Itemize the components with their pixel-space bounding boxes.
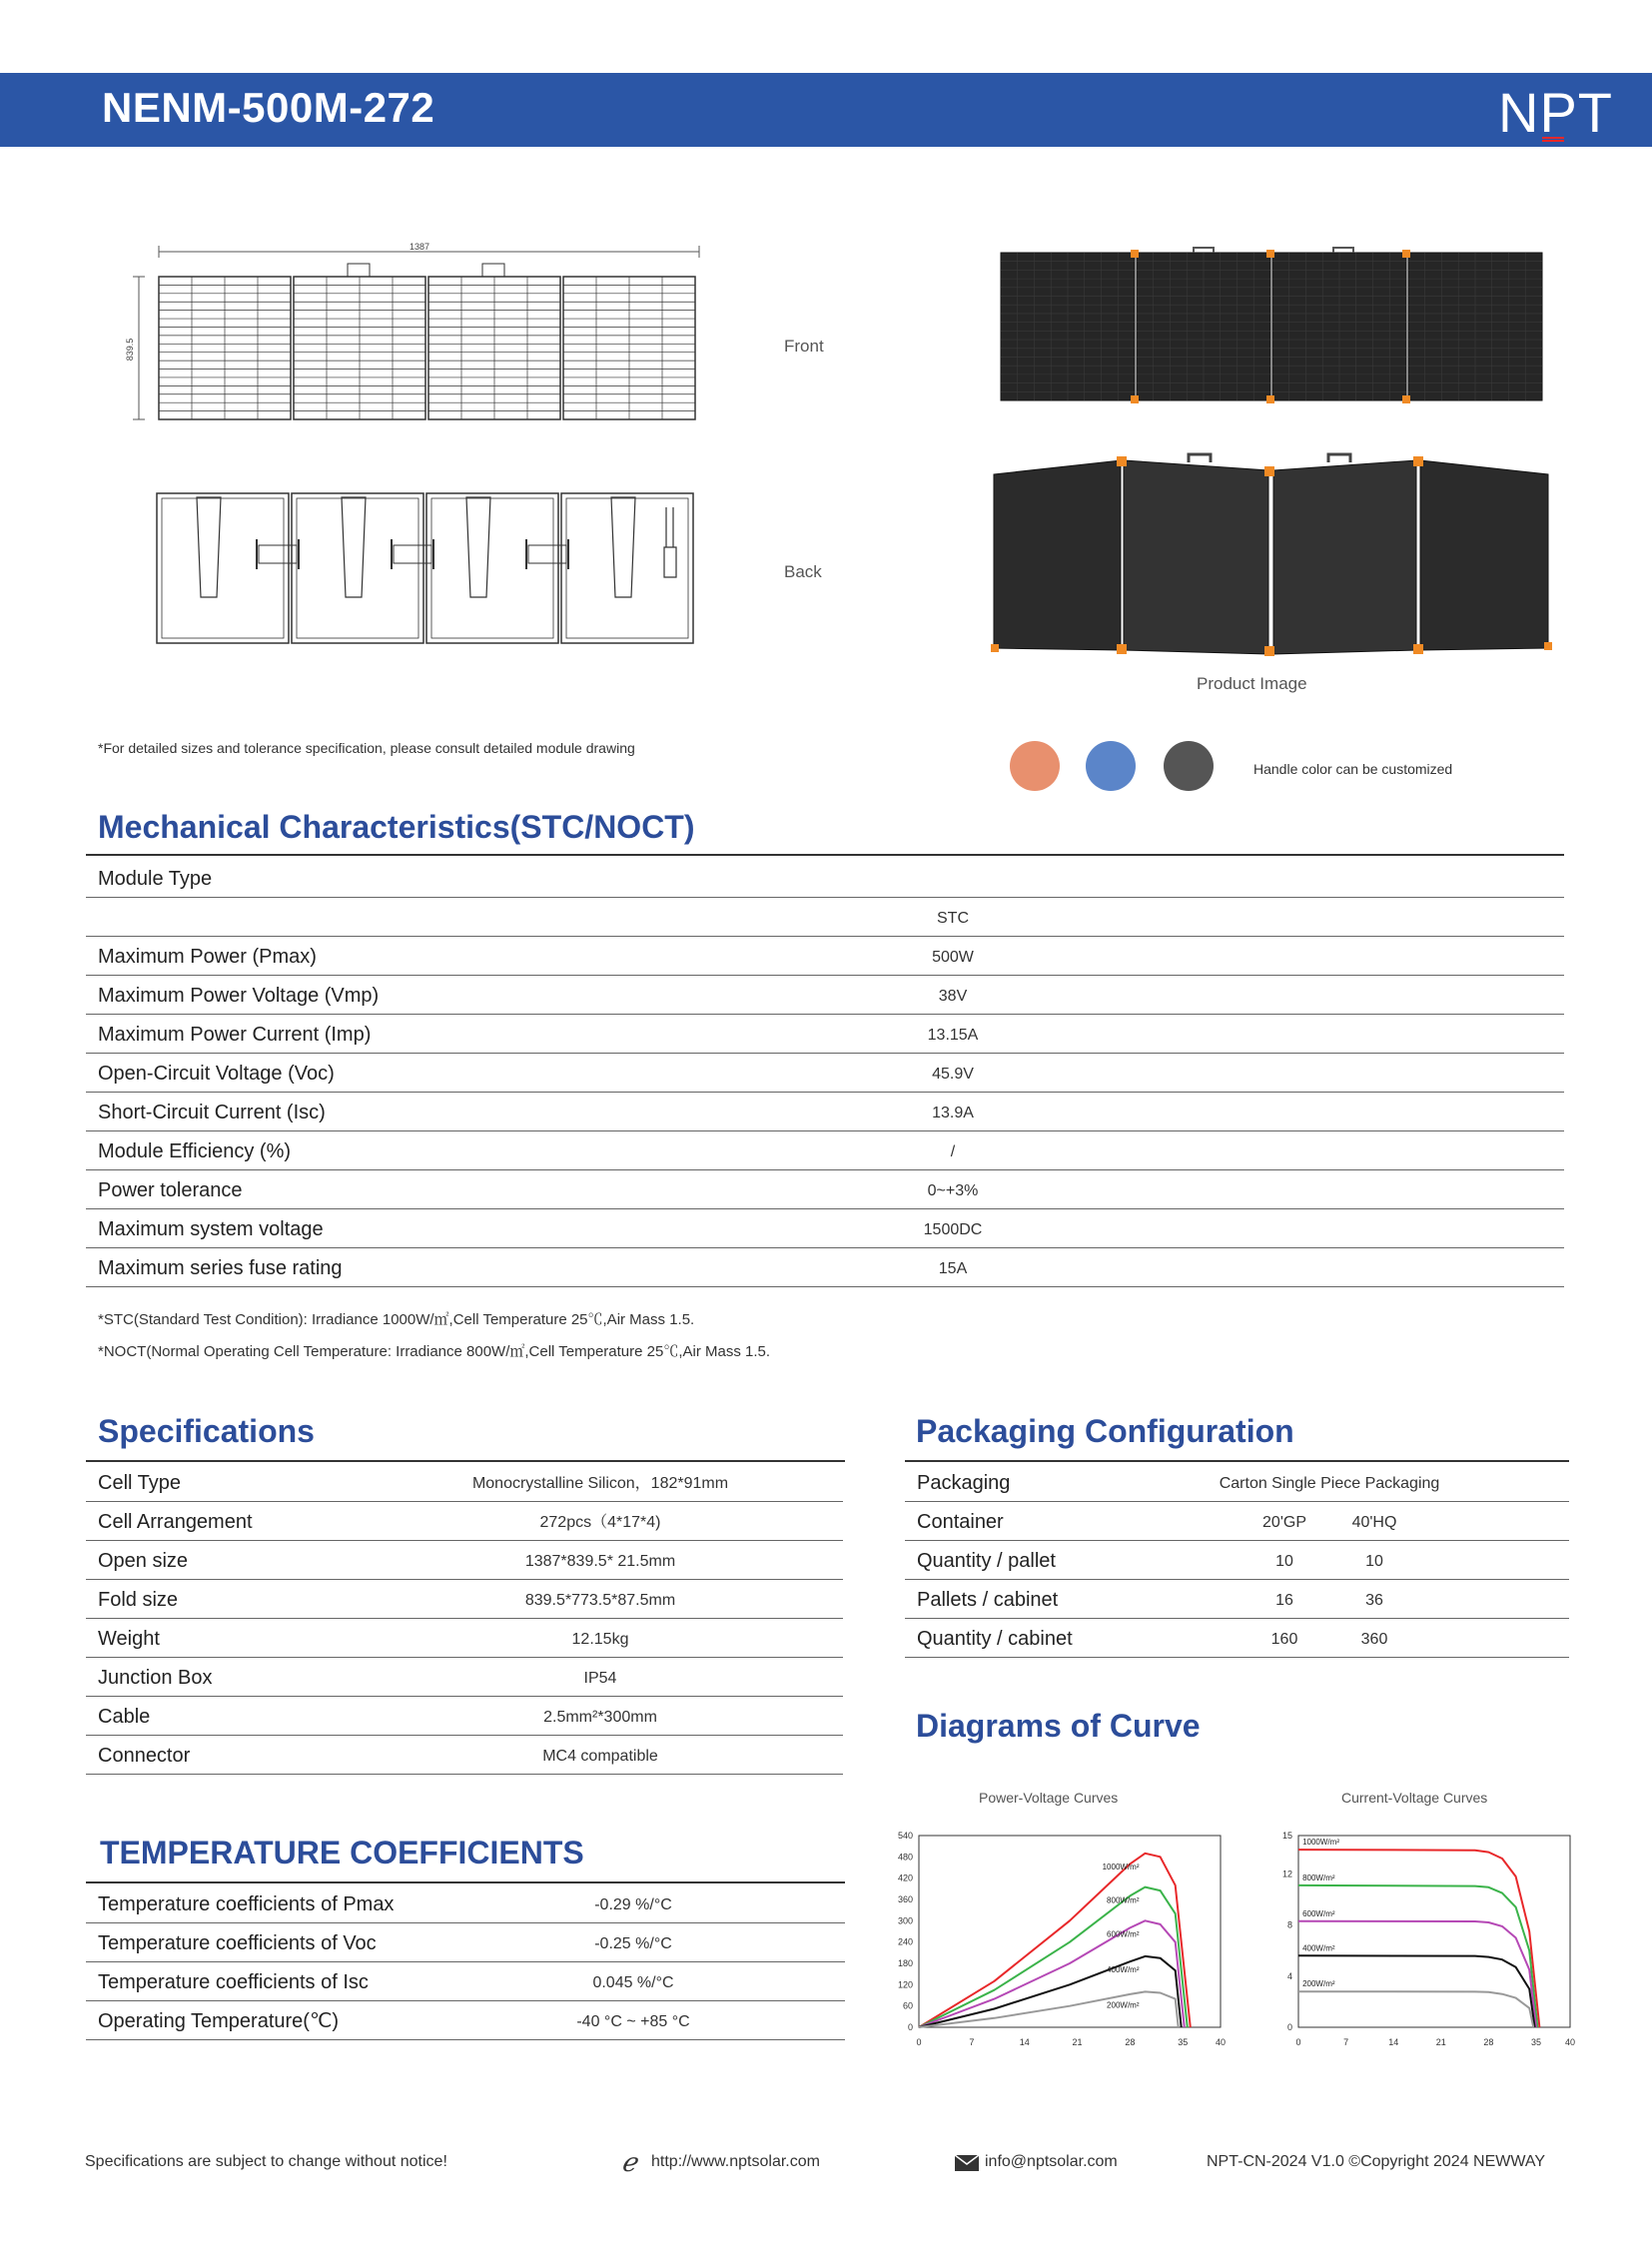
- x-tick-label: 0: [1295, 2037, 1301, 2047]
- spec-value: 12.15kg: [571, 1631, 629, 1648]
- stc-column-header: STC: [937, 910, 969, 927]
- packaging-row: [905, 1618, 1569, 1658]
- footer-email-link[interactable]: info@nptsolar.com: [985, 2153, 1118, 2170]
- y-tick-label: 12: [1281, 1868, 1292, 1879]
- back-drawing: [155, 487, 704, 652]
- front-drawing: [125, 240, 704, 429]
- spec-row: [86, 1618, 843, 1658]
- drawing-note: *For detailed sizes and tolerance specification, please consult detailed module drawing: [98, 740, 635, 756]
- y-tick-label: 8: [1286, 1919, 1292, 1930]
- mechanical-label: Module Efficiency (%): [98, 1140, 292, 1162]
- series-line: [919, 1920, 1185, 2027]
- mechanical-value: 45.9V: [932, 1066, 974, 1083]
- mechanical-row: [86, 1169, 1564, 1209]
- temperature-value: -40 °C ~ +85 °C: [576, 2013, 690, 2030]
- packaging-value-2: 10: [1365, 1553, 1383, 1570]
- x-tick-label: 40: [1215, 2037, 1227, 2047]
- product-front-image: [999, 248, 1548, 403]
- packaging-value-1: 16: [1275, 1592, 1293, 1609]
- spec-label: Open size: [98, 1550, 189, 1572]
- spec-label: Cell Type: [98, 1472, 182, 1494]
- pv-chart-title: Power-Voltage Curves: [979, 1790, 1119, 1806]
- mechanical-row: [86, 975, 1564, 1015]
- browser-icon: ℯ: [621, 2147, 637, 2177]
- packaging-label: Packaging: [917, 1472, 1011, 1494]
- mechanical-label: Maximum series fuse rating: [98, 1257, 343, 1279]
- y-tick-label: 4: [1286, 1970, 1292, 1981]
- footer-copyright: NPT-CN-2024 V1.0 ©Copyright 2024 NEWWAY: [1207, 2153, 1546, 2170]
- mechanical-label: Maximum Power Voltage (Vmp): [98, 985, 380, 1007]
- svg-text:839.5: 839.5: [125, 338, 135, 362]
- x-tick-label: 14: [1388, 2037, 1399, 2047]
- mechanical-value: 38V: [938, 988, 968, 1005]
- stc-header-row: [86, 897, 1564, 937]
- spec-label: Cable: [98, 1706, 151, 1728]
- temperature-label: Operating Temperature(℃): [98, 2010, 340, 2032]
- current-voltage-chart: [1258, 1828, 1578, 2057]
- packaging-row: [905, 1462, 1569, 1502]
- mechanical-value: 13.15A: [927, 1027, 979, 1044]
- x-tick-label: 40: [1564, 2037, 1576, 2047]
- page-title: NENM-500M-272: [102, 84, 435, 131]
- footer-notice: Specifications are subject to change without notice!: [85, 2153, 447, 2170]
- spec-label: Junction Box: [98, 1667, 213, 1689]
- mechanical-label: Short-Circuit Current (Isc): [98, 1102, 326, 1123]
- mechanical-row: [86, 1130, 1564, 1170]
- packaging-row: [905, 1540, 1569, 1580]
- temperature-label: Temperature coefficients of Isc: [98, 1971, 369, 1993]
- y-tick-label: 120: [897, 1979, 913, 1990]
- mechanical-value: /: [950, 1143, 956, 1160]
- x-tick-label: 21: [1435, 2037, 1446, 2047]
- spec-value: IP54: [583, 1670, 617, 1687]
- y-tick-label: 360: [897, 1894, 913, 1904]
- spec-value: 2.5mm²*300mm: [543, 1709, 657, 1726]
- front-label: Front: [784, 337, 824, 356]
- x-tick-label: 7: [1343, 2037, 1349, 2047]
- x-tick-label: 14: [1019, 2037, 1030, 2047]
- mechanical-value: 15A: [938, 1260, 968, 1277]
- svg-text:NPT: NPT: [1498, 81, 1613, 144]
- svg-text:1387: 1387: [409, 242, 430, 252]
- series-label: 200W/m²: [1107, 2000, 1140, 2010]
- noct-note: *NOCT(Normal Operating Cell Temperature: Irradiance 800W/㎡,Cell Temperature 25℃,Air Mass 1.5.: [98, 1343, 771, 1360]
- npt-logo: [1498, 80, 1613, 144]
- mechanical-label: Maximum Power (Pmax): [98, 946, 317, 968]
- product-unfolded-image: [989, 454, 1553, 659]
- spec-value: 1387*839.5* 21.5mm: [524, 1553, 676, 1570]
- mechanical-row: [86, 1247, 1564, 1287]
- temperature-row: [86, 2000, 845, 2040]
- x-tick-label: 28: [1125, 2037, 1136, 2047]
- mechanical-label: Maximum Power Current (Imp): [98, 1024, 372, 1046]
- y-tick-label: 0: [907, 2022, 913, 2032]
- y-tick-label: 420: [897, 1872, 913, 1883]
- packaging-value-1: 160: [1270, 1631, 1298, 1648]
- temperature-value: 0.045 %/°C: [592, 1974, 674, 1991]
- spec-row: [86, 1579, 843, 1619]
- mechanical-label: Open-Circuit Voltage (Voc): [98, 1063, 335, 1085]
- mechanical-row: [86, 1014, 1564, 1054]
- temperature-label: Temperature coefficients of Pmax: [98, 1893, 395, 1915]
- mechanical-value: 0~+3%: [927, 1182, 979, 1199]
- temperature-value: -0.29 %/°C: [594, 1896, 672, 1913]
- x-tick-label: 35: [1530, 2037, 1542, 2047]
- packaging-label: Container: [917, 1511, 1004, 1533]
- temperature-row: [86, 1922, 845, 1962]
- packaging-value-1: 20'GP: [1262, 1514, 1306, 1531]
- packaging-value-1: 10: [1275, 1553, 1293, 1570]
- series-line: [1298, 1921, 1536, 2027]
- mechanical-row: [86, 936, 1564, 976]
- packaging-label: Quantity / cabinet: [917, 1628, 1073, 1650]
- y-tick-label: 240: [897, 1936, 913, 1947]
- temperature-label: Temperature coefficients of Voc: [98, 1932, 377, 1954]
- mechanical-label: Power tolerance: [98, 1179, 243, 1201]
- spec-row: [86, 1462, 843, 1502]
- stc-note: *STC(Standard Test Condition): Irradiance 1000W/㎡,Cell Temperature 25℃,Air Mass 1.5.: [98, 1311, 695, 1328]
- series-label: 1000W/m²: [1302, 1838, 1339, 1848]
- footer-website-link[interactable]: http://www.nptsolar.com: [651, 2153, 820, 2170]
- series-label: 400W/m²: [1302, 1943, 1335, 1953]
- mail-icon: [954, 2154, 980, 2172]
- mechanical-row: [86, 1053, 1564, 1093]
- temperature-row: [86, 1961, 845, 2001]
- series-line: [919, 1854, 1191, 2027]
- spec-label: Cell Arrangement: [98, 1511, 253, 1533]
- module-type-label: Module Type: [98, 868, 213, 890]
- spec-label: Fold size: [98, 1589, 179, 1611]
- spec-label: Weight: [98, 1628, 160, 1650]
- mechanical-label: Maximum system voltage: [98, 1218, 324, 1240]
- curves-title: Diagrams of Curve: [916, 1708, 1201, 1744]
- mechanical-title: Mechanical Characteristics(STC/NOCT): [98, 809, 695, 845]
- y-tick-label: 180: [897, 1958, 913, 1968]
- iv-chart-title: Current-Voltage Curves: [1341, 1790, 1488, 1806]
- temperature-value: -0.25 %/°C: [594, 1935, 672, 1952]
- y-tick-label: 300: [897, 1915, 913, 1926]
- spec-row: [86, 1540, 843, 1580]
- handle-color-blue[interactable]: [1086, 741, 1136, 791]
- y-tick-label: 15: [1281, 1831, 1292, 1841]
- packaging-value-2: 36: [1365, 1592, 1383, 1609]
- x-tick-label: 21: [1072, 2037, 1083, 2047]
- y-tick-label: 60: [902, 2000, 913, 2011]
- back-label: Back: [784, 562, 822, 581]
- packaging-value-2: 40'HQ: [1351, 1514, 1397, 1531]
- spec-row: [86, 1657, 843, 1697]
- temperature-row: [86, 1883, 845, 1923]
- spec-row: [86, 1501, 843, 1541]
- x-tick-label: 7: [969, 2037, 975, 2047]
- x-tick-label: 0: [916, 2037, 922, 2047]
- series-label: 800W/m²: [1107, 1895, 1140, 1905]
- series-label: 400W/m²: [1107, 1964, 1140, 1974]
- series-label: 800W/m²: [1302, 1872, 1335, 1882]
- x-tick-label: 35: [1178, 2037, 1189, 2047]
- spec-label: Connector: [98, 1745, 191, 1767]
- spec-value: MC4 compatible: [542, 1748, 658, 1765]
- spec-value: Monocrystalline Silicon，182*91mm: [471, 1475, 729, 1492]
- power-voltage-chart: [879, 1828, 1229, 2057]
- packaging-row: [905, 1501, 1569, 1541]
- series-line: [919, 1991, 1179, 2027]
- packaging-label: Pallets / cabinet: [917, 1589, 1059, 1611]
- mechanical-row: [86, 1208, 1564, 1248]
- handle-color-gray[interactable]: [1164, 741, 1214, 791]
- packaging-title: Packaging Configuration: [916, 1413, 1294, 1449]
- y-tick-label: 540: [897, 1831, 913, 1841]
- series-label: 200W/m²: [1302, 1979, 1335, 1989]
- y-tick-label: 480: [897, 1852, 913, 1863]
- x-tick-label: 28: [1483, 2037, 1494, 2047]
- spec-row: [86, 1735, 843, 1775]
- mechanical-value: 1500DC: [923, 1221, 983, 1238]
- mechanical-row: [86, 1092, 1564, 1131]
- spec-value: 272pcs（4*17*4): [539, 1514, 661, 1531]
- module-type-row: [86, 856, 1564, 898]
- series-label: 600W/m²: [1302, 1908, 1335, 1918]
- handle-color-orange[interactable]: [1010, 741, 1060, 791]
- handle-note: Handle color can be customized: [1253, 761, 1453, 777]
- temperature-title: TEMPERATURE COEFFICIENTS: [100, 1835, 584, 1870]
- specifications-title: Specifications: [98, 1413, 315, 1449]
- product-image-caption: Product Image: [1197, 674, 1307, 693]
- spec-value: 839.5*773.5*87.5mm: [524, 1592, 676, 1609]
- mechanical-value: 13.9A: [932, 1105, 974, 1121]
- spec-row: [86, 1696, 843, 1736]
- packaging-value-2: 360: [1360, 1631, 1388, 1648]
- mechanical-value: 500W: [932, 949, 974, 966]
- packaging-label: Quantity / pallet: [917, 1550, 1056, 1572]
- series-label: 600W/m²: [1107, 1929, 1140, 1939]
- series-label: 1000W/m²: [1102, 1862, 1140, 1871]
- packaging-row: [905, 1579, 1569, 1619]
- packaging-value: Carton Single Piece Packaging: [1219, 1475, 1440, 1492]
- series-line: [1298, 1991, 1533, 2027]
- y-tick-label: 0: [1286, 2022, 1292, 2032]
